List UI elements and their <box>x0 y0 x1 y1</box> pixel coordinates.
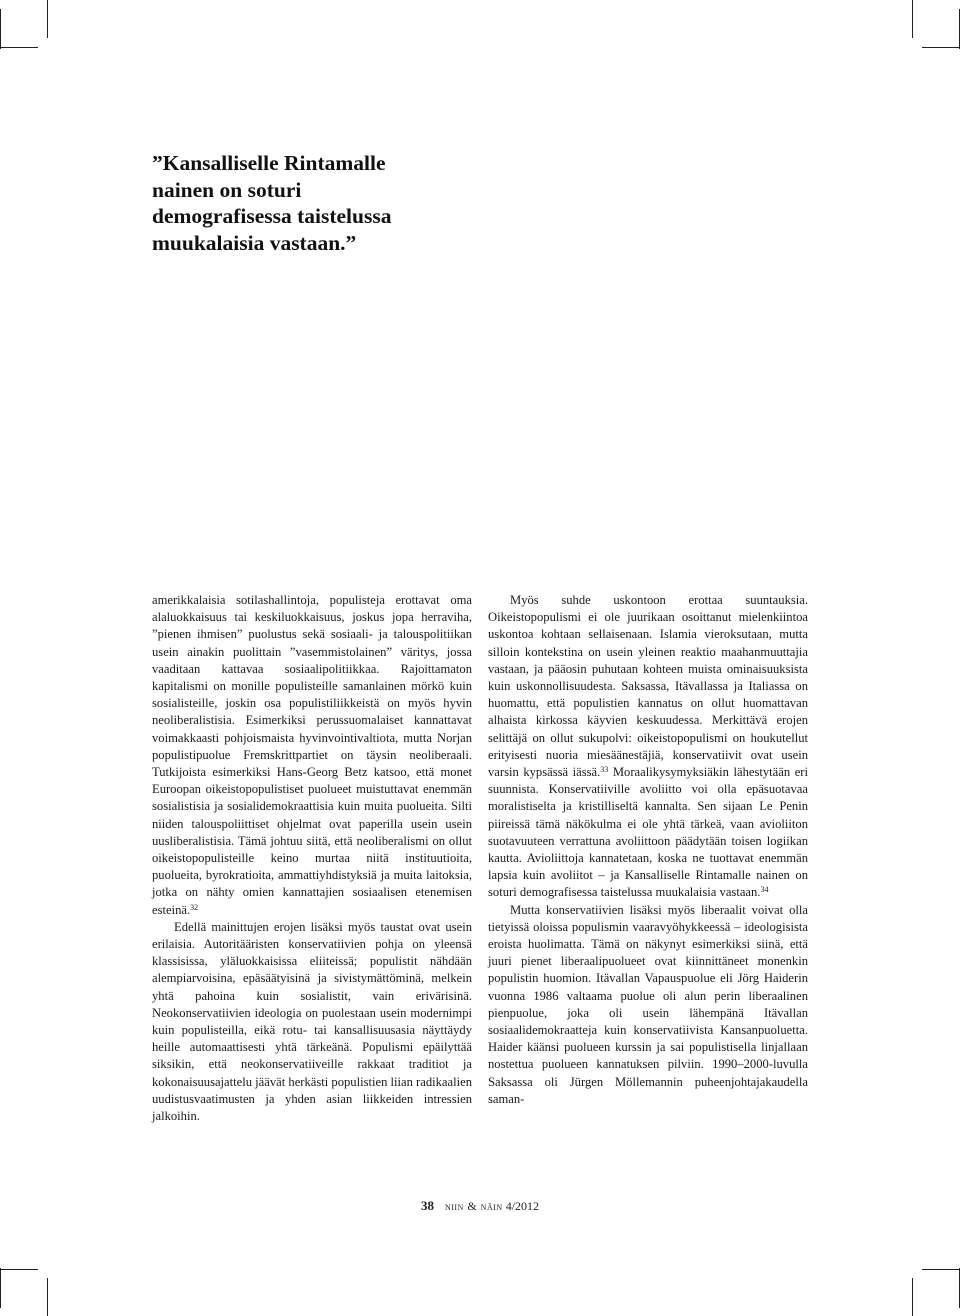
crop-mark <box>922 1269 960 1270</box>
paragraph: Mutta konservatiivien lisäksi myös liberaalit voivat olla tietyissä oloissa populismin vaaravyöhykkeessä – ideologisista eroista huolimatta. Tämä on näkynyt esimerkiksi siinä, että juuri pienet liberaalipuolueet ovat kiinnittäneet monenkin populistin huomion. Itävallan Vapauspuolue eli Jörg Haiderin vuonna 1986 valtaama puolue oli alun perin liberaalinen pienpuolue, joka oli usein lähempänä Itävallan sosiaalidemokraatteja kuin konservatiivista Kansanpuoluetta. Haider käänsi puolueen kurssin ja sai populistisella linjallaan nostettua puolueen kannatuksen pilviin. 1990–2000-luvulla Saksassa oli Jürgen Möllemannin puheenjohtajakaudella saman- <box>488 902 808 1106</box>
issue-number: 4/2012 <box>505 1199 540 1213</box>
registration-mark <box>0 9 1 49</box>
crop-mark <box>47 0 48 38</box>
crop-mark <box>0 1269 38 1270</box>
left-column <box>152 592 472 1125</box>
crop-mark <box>47 1278 48 1316</box>
journal-name: niin & näin <box>444 1199 503 1213</box>
crop-mark <box>912 0 913 38</box>
paragraph-text: Moraalikysymyksiäkin lähestytään eri suunnista. Konservatiiville avoliitto voi olla epäsuotavaa moralistiselta ja kristilliseltä kannalta. Sen sijaan Le Penin piireissä tämä näkökulma ei ole yhtä tärkeä, vaan avioliiton suotavuuteen verrattuna avoliittoon päädytään toisen logiikan kautta. Avioliittoja kannatetaan, koska ne tuottavat enemmän lapsia kuin avoliitot – ja Kansalliselle Rintamalle nainen on soturi demografisessa taistelussa muukalaisia vastaan. <box>488 765 808 900</box>
footnote-ref: 34 <box>760 885 769 895</box>
paragraph: Edellä mainittujen erojen lisäksi myös taustat ovat usein erilaisia. Autoritääristen konservatiivien pohja on yleensä klassisissa, yläluokkaisissa eliiteissä; populistit nähdään alempiarvoisina, epäsäätyisinä ja sivistymättöminä, melkein yhtä pahoina kuin sosialistit, vain erivärisinä. Neokonservatiivien ideologia on puolestaan usein modernimpi kuin populisteilla, eikä rotu- tai kansallisuusasia näyttäydy heille automaattisesti yhtä tärkeänä. Populismi epäilyttää siksikin, että neokonservatiiveille rakkaat traditiot ja kokonaisuusajattelu jäävät herkästi populistien liian radikaalien uudistusvaatimusten ja yhden asian liikkeiden intressien jalkoihin. <box>152 919 472 1124</box>
crop-mark <box>0 47 38 48</box>
registration-mark <box>0 1268 1 1308</box>
paragraph-text: amerikkalaisia sotilashallintoja, populisteja erottavat oma alaluokkaisuus tai keskiluokkaisuus, joskus jopa herraviha, ”pienen ihmisen” puolustus sekä sosiaali- ja talouspolitiikan usein ainakin puolittain ”vasemmistolainen” väritys, jossa vaaditaan kattavaa sosiaalipolitiikkaa. Rajoittamaton kapitalismi on monille populisteille samanlainen mörkö kuin sosialisteille, joskin osa populistiliikkeistä on myös hyvin neoliberalistisia. Esimerkiksi perussuomalaiset kannattavat voimakkaasti pohjoismaista hyvinvointivaltiota, mutta Norjan populistipuolue Fremskrittpartiet on täysin neoliberaali. Tutkijoista esimerkiksi Hans-Georg Betz katsoo, että monet Euroopan oikeistopopulistiset puolueet muistuttavat enemmän sosialistisia ja sosialidemokraattisia kuin muita puolueita. Silti niiden talouspoliittiset ohjelmat ovat paperilla usein usein uusliberalistisia. Tämä johtuu siitä, että neoliberalismi on ollut oikeistopopulisteille keino murtaa niitä instituutioita, puolueita, byrokratioita, ammattiyhdistyksiä ja muita laitoksia, jotka on nähty omien kannattajien sosiaalisen etenemisen esteinä. <box>152 593 472 917</box>
pull-quote-line: ”Kansalliselle Rintamalle <box>152 151 386 175</box>
paragraph <box>488 592 808 902</box>
footnote-ref: 33 <box>600 765 609 775</box>
page-footer <box>0 1198 960 1214</box>
paragraph <box>152 592 472 919</box>
page-number: 38 <box>420 1198 434 1213</box>
crop-mark <box>912 1278 913 1316</box>
pull-quote <box>152 150 452 256</box>
pull-quote-line: demografisessa taistelussa <box>152 204 392 228</box>
right-column <box>488 592 808 1108</box>
pull-quote-line: muukalaisia vastaan.” <box>152 230 357 255</box>
paragraph-text: Myös suhde uskontoon erottaa suuntauksia. Oikeistopopulismi ei ole juurikaan osoittanut mielenkiintoa uskontoa kohtaan sellaisenaan. Islamia vieroksutaan, mutta silloin kontekstina on usein yleinen reaktio maahanmuuttajia vastaan, ja pääosin puhutaan kohteen muista ominaisuuksista kuin uskonnollisuudesta. Saksassa, Itävallassa ja Italiassa on huomattu, että populistien kannatus on ollut huomattavan alhaista kirkossa käyvien keskuudessa. Merkittävä erojen selittäjä on ollut sukupolvi: oikeistopopulismi on houkutellut erityisesti nuoria miesäänestäjiä, konservatiivit ovat usein varsin kypsässä iässä. <box>488 593 808 780</box>
crop-mark <box>922 47 960 48</box>
pull-quote-line: nainen on soturi <box>152 177 302 202</box>
footnote-ref: 32 <box>190 902 199 912</box>
